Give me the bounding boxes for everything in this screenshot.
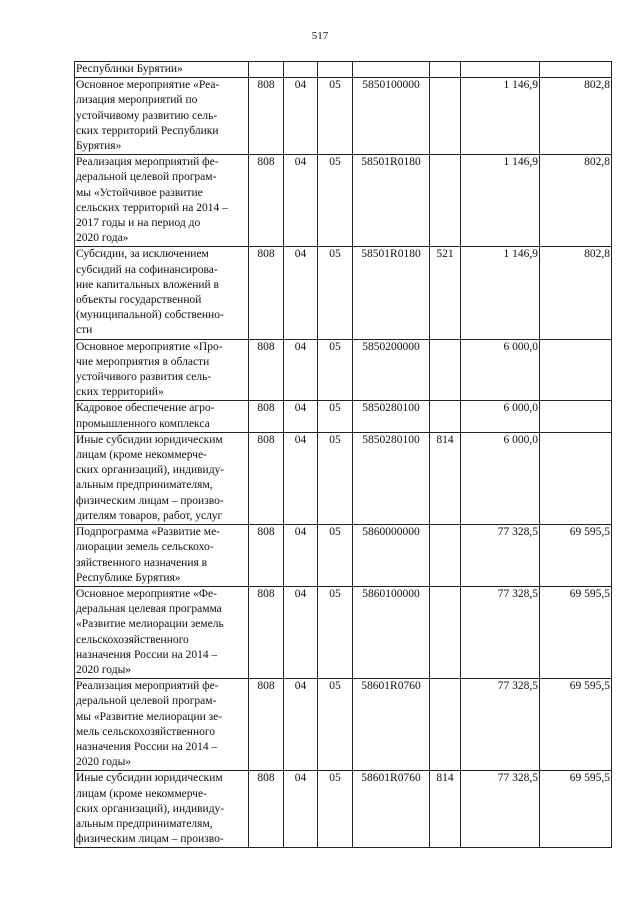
target-article-cell: 5850100000 bbox=[353, 78, 430, 155]
ved-code-cell: 808 bbox=[249, 525, 284, 587]
table-row bbox=[75, 771, 612, 848]
amount-1-cell: 77 328,5 bbox=[461, 679, 540, 771]
section-code-cell: 04 bbox=[284, 525, 318, 587]
target-article-cell: 58501R0180 bbox=[353, 247, 430, 339]
amount-1-cell: 6 000,0 bbox=[461, 339, 540, 401]
target-article-cell: 5850280100 bbox=[353, 432, 430, 524]
ved-code-cell: 808 bbox=[249, 771, 284, 848]
table-row bbox=[75, 525, 612, 587]
ved-code-cell: 808 bbox=[249, 155, 284, 247]
amount-1-cell: 1 146,9 bbox=[461, 155, 540, 247]
table-row bbox=[75, 155, 612, 247]
subsection-code-cell: 05 bbox=[318, 247, 353, 339]
ved-code-cell: 808 bbox=[249, 432, 284, 524]
subsection-code-cell: 05 bbox=[318, 339, 353, 401]
row-name-cell: Кадровое обеспечение агро- промышленного комплекса bbox=[75, 401, 249, 432]
row-name-cell: Подпрограмма «Развитие ме- лиорации земель сельскохо- зяйственного назначения в Республике Бурятия» bbox=[75, 525, 249, 587]
ved-code-cell: 808 bbox=[249, 586, 284, 678]
target-article-cell: 58601R0760 bbox=[353, 771, 430, 848]
table-row bbox=[75, 247, 612, 339]
subsection-code-cell: 05 bbox=[318, 155, 353, 247]
amount-2-cell bbox=[540, 401, 612, 432]
section-code-cell: 04 bbox=[284, 401, 318, 432]
expense-type-cell bbox=[430, 679, 461, 771]
amount-1-cell: 6 000,0 bbox=[461, 401, 540, 432]
amount-2-cell: 69 595,5 bbox=[540, 586, 612, 678]
expense-type-cell: 814 bbox=[430, 771, 461, 848]
ved-code-cell: 808 bbox=[249, 401, 284, 432]
row-name-cell: Реализация мероприятий фе- деральной целевой програм- мы «Устойчивое развитие сельских территорий на 2014 – 2017 годы и на период до 2020 года» bbox=[75, 155, 249, 247]
row-name-cell: Реализация мероприятий фе- деральной целевой програм- мы «Развитие мелиорации зе- мель сельскохозяйственного назначения России на 2014 – 2020 годы» bbox=[75, 679, 249, 771]
ved-code-cell: 808 bbox=[249, 339, 284, 401]
page-number: 517 bbox=[311, 30, 329, 42]
ved-code-cell bbox=[249, 62, 284, 78]
target-article-cell: 5850200000 bbox=[353, 339, 430, 401]
section-code-cell: 04 bbox=[284, 679, 318, 771]
amount-1-cell: 6 000,0 bbox=[461, 432, 540, 524]
table-row bbox=[75, 62, 612, 78]
amount-1-cell: 77 328,5 bbox=[461, 771, 540, 848]
target-article-cell: 58601R0760 bbox=[353, 679, 430, 771]
section-code-cell bbox=[284, 62, 318, 78]
amount-1-cell: 1 146,9 bbox=[461, 78, 540, 155]
section-code-cell: 04 bbox=[284, 339, 318, 401]
expense-type-cell bbox=[430, 155, 461, 247]
expense-type-cell: 814 bbox=[430, 432, 461, 524]
amount-2-cell: 802,8 bbox=[540, 247, 612, 339]
amount-1-cell: 77 328,5 bbox=[461, 586, 540, 678]
expense-type-cell bbox=[430, 339, 461, 401]
table-row bbox=[75, 339, 612, 401]
table-row bbox=[75, 401, 612, 432]
row-name-cell: Основное мероприятие «Реа- лизация мероприятий по устойчивому развитию сель- ских территорий Республики Бурятия» bbox=[75, 78, 249, 155]
amount-1-cell: 1 146,9 bbox=[461, 247, 540, 339]
section-code-cell: 04 bbox=[284, 432, 318, 524]
subsection-code-cell: 05 bbox=[318, 771, 353, 848]
row-name-cell: Основное мероприятие «Фе- деральная целевая программа «Развитие мелиорации земель сельскохозяйственного назначения России на 2014 – 2020 годы» bbox=[75, 586, 249, 678]
table-row bbox=[75, 679, 612, 771]
subsection-code-cell: 05 bbox=[318, 679, 353, 771]
subsection-code-cell bbox=[318, 62, 353, 78]
amount-1-cell bbox=[461, 62, 540, 78]
budget-table bbox=[74, 61, 612, 848]
subsection-code-cell: 05 bbox=[318, 401, 353, 432]
section-code-cell: 04 bbox=[284, 586, 318, 678]
section-code-cell: 04 bbox=[284, 155, 318, 247]
expense-type-cell bbox=[430, 401, 461, 432]
expense-type-cell bbox=[430, 78, 461, 155]
expense-type-cell bbox=[430, 586, 461, 678]
subsection-code-cell: 05 bbox=[318, 78, 353, 155]
table-row bbox=[75, 78, 612, 155]
ved-code-cell: 808 bbox=[249, 679, 284, 771]
amount-2-cell: 802,8 bbox=[540, 155, 612, 247]
row-name-cell: Иные субсидии юридическим лицам (кроме некоммерче- ских организаций), индивиду- альным предпринимателям, физическим лицам – произво- дителям товаров, работ, услуг bbox=[75, 432, 249, 524]
target-article-cell: 58501R0180 bbox=[353, 155, 430, 247]
section-code-cell: 04 bbox=[284, 247, 318, 339]
ved-code-cell: 808 bbox=[249, 247, 284, 339]
expense-type-cell bbox=[430, 62, 461, 78]
amount-2-cell bbox=[540, 339, 612, 401]
expense-type-cell bbox=[430, 525, 461, 587]
amount-1-cell: 77 328,5 bbox=[461, 525, 540, 587]
target-article-cell: 5850280100 bbox=[353, 401, 430, 432]
section-code-cell: 04 bbox=[284, 771, 318, 848]
subsection-code-cell: 05 bbox=[318, 525, 353, 587]
section-code-cell: 04 bbox=[284, 78, 318, 155]
table-row bbox=[75, 432, 612, 524]
target-article-cell: 5860100000 bbox=[353, 586, 430, 678]
amount-2-cell bbox=[540, 432, 612, 524]
row-name-cell: Субсидии, за исключением субсидий на софинансирова- ние капитальных вложений в объекты государственной (муниципальной) собственно- сти bbox=[75, 247, 249, 339]
amount-2-cell: 69 595,5 bbox=[540, 679, 612, 771]
row-name-cell: Основное мероприятие «Про- чие мероприятия в области устойчивого развития сель- ских территорий» bbox=[75, 339, 249, 401]
row-name-cell: Республики Бурятии» bbox=[75, 62, 249, 78]
ved-code-cell: 808 bbox=[249, 78, 284, 155]
amount-2-cell: 802,8 bbox=[540, 78, 612, 155]
amount-2-cell bbox=[540, 62, 612, 78]
subsection-code-cell: 05 bbox=[318, 432, 353, 524]
subsection-code-cell: 05 bbox=[318, 586, 353, 678]
row-name-cell: Иные субсидии юридическим лицам (кроме некоммерче- ских организаций), индивиду- альным предпринимателям, физическим лицам – произво- bbox=[75, 771, 249, 848]
budget-table-body bbox=[75, 62, 612, 848]
amount-2-cell: 69 595,5 bbox=[540, 525, 612, 587]
table-row bbox=[75, 586, 612, 678]
target-article-cell: 5860000000 bbox=[353, 525, 430, 587]
target-article-cell bbox=[353, 62, 430, 78]
amount-2-cell: 69 595,5 bbox=[540, 771, 612, 848]
expense-type-cell: 521 bbox=[430, 247, 461, 339]
